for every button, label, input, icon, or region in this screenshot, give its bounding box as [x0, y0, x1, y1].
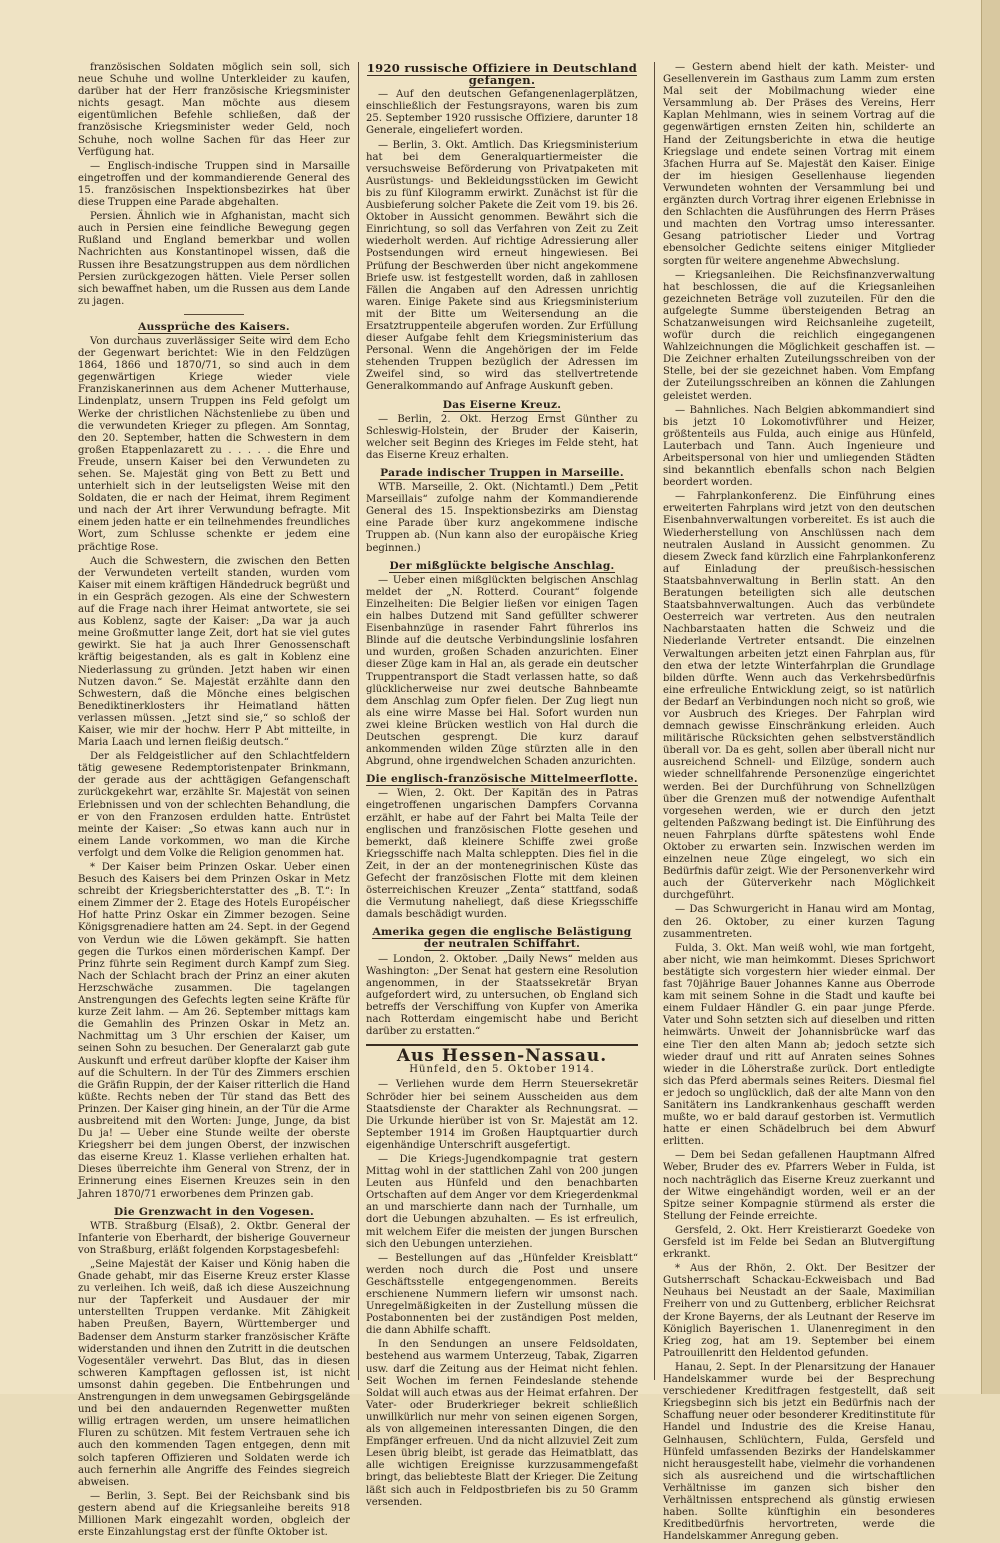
headline-text: Amerika gegen die englische Belästigung der neutralen Schiffahrt.: [372, 926, 632, 951]
column-3: [663, 62, 935, 1543]
headline: [366, 467, 638, 479]
article-paragraph: Von durchaus zuverlässiger Seite wird dem Echo der Gegenwart berichtet: Wie in den Feldzügen 1864, 1866 und 1870/71, so sind auch in dem gegenwärtigen Kriege wieder viele Franziskanerinnen aus dem Achener Mutterhause, Lindenplatz, unsern Truppen ins Feld gefolgt um Werke der christlichen Nächstenliebe zu üben und die verwundeten Krieger zu pflegen. Am Sonntag, den 20. September, hatten die Schwestern in dem großen Etappenlazarett zu . . . . . die Ehre und Freude, unsern Kaiser bei den Verwundeten zu sehen. Se. Majestät ging von Bett zu Bett und unterhielt sich in der leutseligsten Weise mit den Soldaten, die er nach der Heimat, ihrem Regiment und nach der Art ihrer Verwundung befragte. Mit einem jeden hatte er ein teilnehmendes freundliches Wort, zum Schlusse schenkte er jedem eine prächtige Rose.: [78, 335, 350, 553]
article-paragraph: — Auf den deutschen Gefangenenlagerplätzen, einschließlich der Festungsrayons, waren bis zum 25. September 1920 russische Offiziere, darunter 18 Generale, eingeliefert worden.: [366, 89, 638, 137]
headline-text: Parade indischer Truppen in Marseille.: [380, 467, 624, 479]
column-rule: [654, 62, 655, 1380]
article-paragraph: — Fahrplankonferenz. Die Einführung eines erweiterten Fahrplans wird jetzt von den deutschen Eisenbahnverwaltungen vorbereitet. Es ist auch die Wiederherstellung von Anschlüssen nach dem neutralen Ausland in Aussicht genommen. Zu diesem Zweck fand kürzlich eine Fahrplankonferenz auf Einladung der preußisch-hessischen Staatsbahnverwaltung in Berlin statt. An den Beratungen beteiligten sich alle deutschen Staatsbahnverwaltungen. Auch das verbündete Oesterreich war vertreten. Aus den neutralen Nachbarstaaten hatten die Schweiz und die Niederlande Vertreter entsandt. Die einzelnen Verwaltungen arbeiten jetzt einen Fahrplan aus, für den etwa der letzte Winterfahrplan die Grundlage bilden dürfte. Wenn auch das Verkehrsbedürfnis eine erfreuliche Entwicklung zeigt, so ist natürlich der Bedarf an Verbindungen noch nicht so groß, wie vor Ausbruch des Krieges. Der Fahrplan wird demnach gewisse Einschränkung erleiden. Auch militärische Rücksichten gehen selbstverständlich überall vor. Da es geht, sollen aber überall nicht nur ausreichend Schnell- und Eilzüge, sondern auch wieder schnellfahrende Personenzüge eingerichtet werden. Bei der Durchführung von Schnellzügen über die Grenzen muß der notwendige Aufenthalt vorgesehen werden, wie er durch den jetzt geltenden Paßzwang bedingt ist. Die Einführung des neuen Fahrplans dürfte spätestens wohl Ende Oktober zu erwarten sein. Inzwischen werden im einzelnen neue Züge eingelegt, wo sich ein Bedürfnis dafür zeigt. Wie der Personenverkehr wird auch der Güterverkehr nach Möglichkeit durchgeführt.: [663, 491, 935, 902]
article-paragraph: Der als Feldgeistlicher auf den Schlachtfeldern tätig gewesene Redemptoristenpater Brinkmann, der gerade aus der achttägigen Gefangenschaft zurückgekehrt war, erzählte Sr. Majestät von seinen Erlebnissen und von der schlechten Behandlung, die er von den Franzosen erdulden hatte. Entrüstet meinte der Kaiser: „So etwas kann auch nur in einem Lande vorkommen, wo man die Kirche verfolgt und dem Volke die Religion genommen hat.: [78, 751, 350, 859]
separator: [184, 314, 244, 315]
article-paragraph: — Gestern abend hielt der kath. Meister- und Gesellenverein im Gasthaus zum Lamm zum ersten Mal seit der Mobilmachung wieder eine Versammlung ab. Der Präses des Vereins, Herr Kaplan Mehlmann, wies in seinem Vortrag auf die gegenwärtigen ernsten Zeiten hin, schilderte an Hand der Zeitungsberichte in etwa die heutige Kriegslage und endete seinen Vortrag mit einem 3fachen Hurra auf Se. Majestät den Kaiser. Einige der im hiesigen Gesellenhause liegenden Verwundeten wohnten der Versammlung bei und ergänzten durch Vortrag ihrer eigenen Erlebnisse in den Schlachten die Ausführungen des Herrn Präses und machten den Vortrag umso interessanter. Gesang patriotischer Lieder und Vortrag ebensolcher Gedichte seitens einiger Mitglieder sorgten für weitere angenehme Abwechslung.: [663, 62, 935, 267]
headline: [78, 321, 350, 333]
article-paragraph: WTB. Straßburg (Elsaß), 2. Oktbr. General der Infanterie von Eberhardt, der bisherige Gouverneur von Straßburg, erläßt folgenden Korpstagesbefehl:: [78, 1220, 350, 1256]
dateline: Hünfeld, den 5. Oktober 1914.: [409, 1064, 595, 1076]
headline-text: Der mißglückte belgische Anschlag.: [389, 559, 615, 572]
article-paragraph: — Bahnliches. Nach Belgien abkommandiert sind bis jetzt 10 Lokomotivführer und Heizer, größtenteils aus Fulda, auch einige aus Hünfeld, Lauterbach und Tann. Auch Ingenieure und Arbeitspersonal von hier und umliegenden Städten sind bekanntlich ebenfalls schon nach Belgien beordert worden.: [663, 404, 935, 489]
article-paragraph: — Wien, 2. Okt. Der Kapitän des in Patras eingetroffenen ungarischen Dampfers Corvanna erzählt, er habe auf der Fahrt bei Malta Teile der englischen und französischen Flotte gesehen und bemerkt, daß kleinere Schiffe zwei große Kriegsschiffe nach Malta schleppten. Dies fiel in die Zeit, in der an der montenegrinischen Küste das Gefecht der französischen Flotte mit dem kleinen österreichischen Kreuzer „Zenta“ stattfand, sodaß die Vermutung naheliegt, daß diese Kriegsschiffe damals beschädigt wurden.: [366, 788, 638, 921]
article-paragraph: In den Sendungen an unsere Feldsoldaten, bestehend aus warmem Unterzeug, Tabak, Zigarren usw. darf die Zeitung aus der Heimat nicht fehlen. Seit Wochen im fernen Feindeslande stehende Soldat will auch etwas aus der Heimat erfahren. Der Vater- oder Bruderkrieger bekreit schließlich unwillkürlich nur mehr von seinen eigenen Sorgen, als von allgemeinen interessanten Dingen, die den Empfänger erfreuen. Und da nicht allzuviel Zeit zum Lesen übrig bleibt, ist gerade das Heimatblatt, das alle wichtigen Ereignisse kurzzusammengefaßt bringt, das beliebteste Blatt der Krieger. Die Zeitung läßt sich auch in Feldpostbriefen bis zu 50 Gramm versenden.: [366, 1339, 638, 1508]
headline-text: Aussprüche des Kaisers.: [138, 320, 290, 333]
article-paragraph: — Berlin, 2. Okt. Herzog Ernst Günther zu Schleswig-Holstein, der Bruder der Kaiserin, welcher seit Beginn des Krieges im Felde steht, hat das Eiserne Kreuz erhalten.: [366, 413, 638, 461]
column-1: [78, 62, 350, 1539]
headline-text: Das Eiserne Kreuz.: [442, 398, 562, 411]
article-paragraph: — Dem bei Sedan gefallenen Hauptmann Alfred Weber, Bruder des ev. Pfarrers Weber in Fulda, ist noch nachträglich das Eiserne Kreuz zuerkannt und der Witwe eingehändigt worden, weil er an der Spitze seiner Kompagnie stürmend als erster die Stellung der Feinde erreichte.: [663, 1150, 935, 1222]
article-paragraph: — Das Schwurgericht in Hanau wird am Montag, den 26. Oktober, zu einer kurzen Tagung zusammentreten.: [663, 904, 935, 940]
article-paragraph: * Aus der Rhön, 2. Okt. Der Besitzer der Gutsherrschaft Schackau-Eckweisbach und Bad Neuhaus bei Neustadt an der Saale, Maximilian Freiherr von und zu Guttenberg, erblicher Reichsrat der Krone Bayerns, der als Leutnant der Reserve im Königlich Bayerischen 1. Ulanenregiment in den Krieg zog, hat am 19. September bei einem Patrouillenritt den Heldentod gefunden.: [663, 1263, 935, 1359]
article-paragraph: — Verliehen wurde dem Herrn Steuersekretär Schröder hier bei seinem Ausscheiden aus dem Staatsdienste der Charakter als Rechnungsrat. — Die Urkunde hierüber ist von Sr. Majestät am 12. September 1914 im Großen Hauptquartier durch eigenhändige Unterschrift ausgefertigt.: [366, 1079, 638, 1151]
article-paragraph: WTB. Marseille, 2. Okt. (Nichtamtl.) Dem „Petit Marseillais“ zufolge nahm der Kommandierende General des 15. Inspektionsbezirks am Dienstag eine Parade über kurz angekommene indische Truppen ab. (Nun kann also der europäische Krieg beginnen.): [366, 482, 638, 554]
article-paragraph: Auch die Schwestern, die zwischen den Betten der Verwundeten verteilt standen, wurden vom Kaiser mit einem kräftigen Händedruck begrüßt und in ein Gespräch gezogen. Als eine der Schwestern auf die Frage nach ihrer Heimat antwortete, sie sei aus Koblenz, sagte der Kaiser: „Da war ja auch meine Großmutter lange Zeit, dort hat sie viel gutes gewirkt. Sie hat ja auch Ihrer Genossenschaft kräftig beigestanden, als es galt in Koblenz eine Niederlassung zu gründen. Jetzt haben wir einen Nutzen davon.“ Se. Majestät erzählte dann den Schwestern, daß die Mönche eines belgischen Benediktinerklosters ihr Heimatland hätten verlassen müssen. „Jetzt sind sie,“ so schloß der Kaiser, wie mir der hochw. Herr P Abt mitteilte, in Maria Laach und lernen fleißig deutsch.“: [78, 555, 350, 749]
article-paragraph: Persien. Ähnlich wie in Afghanistan, macht sich auch in Persien eine feindliche Bewegung gegen Rußland und England bemerkbar und wollen Nachrichten aus Konstantinopel wissen, daß die Russen ihre Besatzungstruppen aus dem nördlichen Persien zurückgezogen hätten. Viele Perser sollen sich bewaffnet haben, um die Russen aus dem Lande zu jagen.: [78, 211, 350, 307]
column-2: [366, 61, 638, 1508]
article-paragraph: „Seine Majestät der Kaiser und König haben die Gnade gehabt, mir das Eiserne Kreuz erster Klasse zu verleihen. Ich weiß, daß ich diese Auszeichnung nur der Tapferkeit und Ausdauer der mir unterstellten Truppen verdanke. Mit Zähigkeit haben Preußen, Bayern, Württemberger und Badenser dem Ansturm starker französischer Kräfte widerstanden und ihnen den Zutritt in die deutschen Vogesentäler verwehrt. Das Blut, das in diesen schweren Kampftagen geflossen ist, ist nicht umsonst dahin gegeben. Die Entbehrungen und Anstrengungen in dem unwegsamen Gebirgsgelände und bei den andauernden Regenwetter mußten willig ertragen werden, um unsere heimatlichen Fluren zu schützen. Mit festem Vertrauen sehe ich auch den kommenden Tagen entgegen, denn mit solch tapferen Offizieren und Soldaten werde ich auch fernerhin alle Angriffe des Feindes siegreich abweisen.: [78, 1259, 350, 1488]
article-paragraph: — London, 2. Oktober. „Daily News“ melden aus Washington: „Der Senat hat gestern eine Resolution angenommen, in der Staatssekretär Bryan aufgefordert wird, zu untersuchen, ob England sich betreffs der Verschiffung von Kupfer von Amerika nach Rotterdam eingemischt habe und Bericht darüber zu erstatten.“: [366, 953, 638, 1038]
page-edge: [981, 0, 1000, 1394]
headline: [78, 1206, 350, 1218]
article-paragraph: Gersfeld, 2. Okt. Herr Kreistierarzt Goedeke von Gersfeld ist im Felde bei Sedan an Blutvergiftung erkrankt.: [663, 1224, 935, 1261]
article-paragraph: — Ueber einen mißglückten belgischen Anschlag meldet der „N. Rotterd. Courant“ folgende Einzelheiten: Die Belgier ließen vor einigen Tagen ein halbes Dutzend mit Sand gefüllter schwerer Eisenbahnzüge in rasender Fahrt führerlos ins Blinde auf die deutsche Verbindungslinie losfahren und wurden, großen Schaden anzurichten. Einer dieser Züge kam in Hal an, als gerade ein deutscher Truppentransport die Stadt verlassen hatte, so daß glücklicherweise nur zwei deutsche Bahnbeamte dem Anschlag zum Opfer fielen. Der Zug liegt nun als eine wirre Masse bei Hal. Sofort wurden nun zwei kleine Brücken westlich von Hal durch die Deutschen gesprengt. Die kurz darauf ankommenden wilden Züge stürzten alle in den Abgrund, ohne irgendwelchen Schaden anzurichten.: [366, 574, 638, 768]
article-paragraph: * Der Kaiser beim Prinzen Oskar. Ueber einen Besuch des Kaisers bei dem Prinzen Oskar in Metz schreibt der Kriegsberichterstatter des „B. T.“: In einem Zimmer der 2. Etage des Hotels Européischer Hof hatte Prinz Oskar ein Zimmer bezogen. Seine Königsgrenadiere hatten am 24. Sept. in der Gegend von Verdun wie die Löwen gekämpft. Sie hatten gegen die Turkos einen mörderischen Kampf. Der Prinz führte sein Regiment durch Kampf zum Sieg. Nach der Schlacht brach der Prinz an einer akuten Herzschwäche zusammen. Die tagelangen Anstrengungen des Gefechts legten seine Kräfte für kurze Zeit lahm. — Am 26. September mittags kam die Gemahlin des Prinzen Oskar in Metz an. Nachmittag um 3 Uhr erschien der Kaiser, um seinen Sohn zu besuchen. Der Generalarzt gab gute Auskunft und erfreut darüber klopfte der Kaiser ihm auf die Schultern. In der Tür des Zimmers erschien die Gräfin Ruppin, der der Kaiser ritterlich die Hand küßte. Rechts neben der Tür stand das Bett des Prinzen. Der Kaiser ging hinein, an der Tür die Arme ausbreitend mit den Worten: Junge, Junge, da bist Du ja! — Ueber eine Stunde weilte der oberste Kriegsherr bei dem jungen Oberst, der inzwischen das eiserne Kreuz 1. Klasse verliehen erhalten hat. Dieses überreichte ihm General von Strenz, der in Erinnerung eines Eisernen Kreuzes sein in den Jahren 1870/71 erworbenes dem Prinzen gab.: [78, 862, 350, 1200]
article-paragraph: — Englisch-indische Truppen sind in Marsaille eingetroffen und der kommandierende General des 15. französischen Inspektionsbezirkes hat über diese Truppen eine Parade abgehalten.: [78, 160, 350, 209]
headline-text: Die englisch-französische Mittelmeerflotte.: [366, 773, 638, 786]
article-paragraph: — Berlin, 3. Okt. Amtlich. Das Kriegsministerium hat bei dem Generalquartiermeister die versuchsweise Beförderung von Privatpaketen mit Ausrüstungs- und Bekleidungsstücken im Gewicht bis zu fünf Kilogramm erwirkt. Zunächst ist für die Ausbieferung solcher Pakete die Zeit vom 19. bis 26. Oktober in Aussicht genommen. Bewährt sich die Einrichtung, so soll das Verfahren von Zeit zu Zeit wiederholt werden. Auf richtige Adressierung aller Postsendungen wird erneut hingewiesen. Bei Prüfung der Beschwerden über nicht angekommene Briefe usw. ist festgestellt worden, daß in zahllosen Fällen die Angaben auf den Adressen unrichtig waren. Einige Pakete sind aus Kriegsministerium mit der Bitte um Weitersendung an die Ersatztruppenteile abgerufen worden. Zur Erfüllung dieser Aufgabe fehlt dem Kriegsministerium das Personal. Wenn die Angehörigen der im Felde stehenden Truppen bezüglich der Adressen im Zweifel sind, so wird das stellvertretende Generalkommando auf Anfrage Auskunft geben.: [366, 139, 638, 393]
article-paragraph: — Kriegsanleihen. Die Reichsfinanzverwaltung hat beschlossen, die auf die Kriegsanleihen gezeichneten Beträge voll zuzuteilen. Für den die aufgelegte Summe übersteigenden Betrag an Schatzanweisungen wird Reichsanleihe zugeteilt, wofür durch die reichlich eingegangenen Wahlzeichnungen die Möglichkeit geschaffen ist. — Die Zeichner erhalten Zuteilungsschreiben von der Stelle, bei der sie gezeichnet haben. Vom Empfang der Zuteilungsschreiben an können die Zahlungen geleistet werden.: [663, 269, 935, 402]
article-paragraph: — Bestellungen auf das „Hünfelder Kreisblatt“ werden noch durch die Post und unsere Geschäftsstelle entgegengenommen. Bereits erschienene Nummern liefern wir umsonst nach. Unregelmäßigkeiten in der Zustellung müssen die Postabonnenten bei der zuständigen Post melden, die dann Abhilfe schafft.: [366, 1252, 638, 1337]
headline-text: 1920 russische Offiziere in Deutschland gefangen.: [366, 61, 638, 88]
section-title: Aus Hessen-Nassau.: [366, 1044, 638, 1062]
headline: [366, 62, 638, 86]
article-paragraph: — Berlin, 3. Sept. Bei der Reichsbank sind bis gestern abend auf die Kriegsanleihe bereits 918 Millionen Mark eingezahlt worden, obgleich der erste Einzahlungstag erst der fünfte Oktober ist.: [78, 1490, 350, 1539]
headline: [366, 773, 638, 785]
headline: [366, 560, 638, 572]
column-rule: [358, 62, 359, 1380]
article-paragraph: — Die Kriegs-Jugendkompagnie trat gestern Mittag wohl in der stattlichen Zahl von 200 jungen Leuten aus Hünfeld und den benachbarten Ortschaften auf dem Anger vor dem Kriegerdenkmal an und marschierte dann nach der Turnhalle, um dort die Uebungen abzuhalten. — Es ist erfreulich, mit welchem Eifer die meisten der jungen Burschen sich den Uebungen unterziehen.: [366, 1153, 638, 1250]
article-paragraph: Fulda, 3. Okt. Man weiß wohl, wie man fortgeht, aber nicht, wie man heimkommt. Dieses Sprichwort bestätigte sich vorgestern hier wieder einmal. Der fast 70jährige Bauer Johannes Kanne aus Oberrode kam mit seinem Sohne in die Stadt und kaufte bei einem Fuldaer Händler G. ein paar junge Pferde. Vater und Sohn setzten sich auf dieselben und ritten heimwärts. Unweit der Johannisbrücke warf das eine Tier den alten Mann ab; jedoch setzte sich wieder drauf und ritt auf Anraten seines Sohnes wieder in die Löherstraße zurück. Dort entledigte sich das Pferd abermals seines Reiters. Diesmal fiel er jedoch so unglücklich, daß der alte Mann von den Sanitätern ins Landkrankenhaus geschafft werden mußte, wo er bald darauf gestorben ist. Vermutlich hatte er einen Schädelbruch bei dem Abwurf erlitten.: [663, 942, 935, 1148]
article-paragraph: Hanau, 2. Sept. In der Plenarsitzung der Hanauer Handelskammer wurde bei der Besprechung verschiedener Kreditfragen festgestellt, daß seit Kriegsbeginn sich bis jetzt ein Bedürfnis nach der Schaffung neuer oder besonderer Kreditinstitute für Handel und Industrie des die Kreise Hanau, Gelnhausen, Schlüchtern, Fulda, Gersfeld und Hünfeld umfassenden Bezirks der Handelskammer nicht herausgestellt habe, vielmehr die vorhandenen sich als ausreichend und die wirtschaftlichen Verhältnisse im ganzen sich bisher den Verhältnissen entsprechend als günstig erwiesen haben. Sollte künftighin ein besonderes Kreditbedürfnis hervortreten, werde die Handelskammer Anregung geben.: [663, 1361, 935, 1543]
headline: [366, 399, 638, 411]
headline-text: Die Grenzwacht in den Vogesen.: [114, 1205, 314, 1218]
headline: [366, 926, 638, 950]
article-paragraph: französischen Soldaten möglich sein soll, sich neue Schuhe und wollne Unterkleider zu kaufen, darüber hat der Herr französische Kriegsminister nichts gesagt. Man möchte aus diesem eigentümlichen Befehle schließen, daß der französische Kriegsminister weder Geld, noch Schuhe, noch wollne Sachen für das Heer zur Verfügung hat.: [78, 62, 350, 158]
